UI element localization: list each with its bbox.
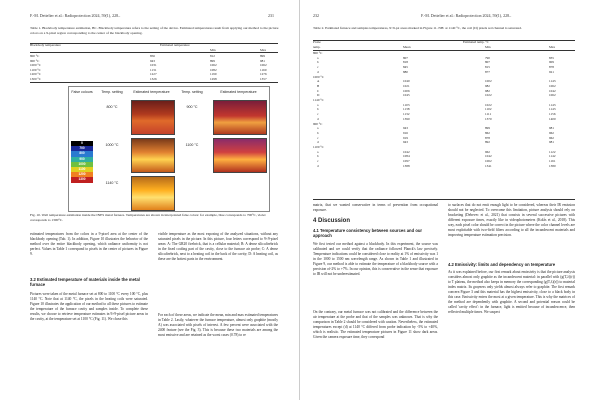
paragraph: visible temperature as the most exposing of the analyzed situations, without any saturated pixels in the picture. In this picture, four letters correspond to 9×9-pixel areas: A: The GR20 firebrick, that is a cellular material; B: A dense silicafirebrick in the fixed cooling part of the cavity, close to the furnace air probe; C: A dense silicafirebrick, next to a heating coil in the back of the cavity; D: A heating coil, as these are the hottest parts in the environment. [158,232,278,261]
thermal-image-1140 [131,176,175,211]
table-cell: 1062 [485,159,492,164]
table-cell: 899 [210,58,215,63]
table-row-label: b [317,130,319,135]
table-cell: 1022 [485,93,492,98]
table-cell: 1380 [549,163,556,168]
table-cell: 1132 [403,112,410,117]
legend-entry: 1300 [71,177,93,182]
fig-col-header: Temp. setting [181,90,203,94]
table-group-label: 800 °C [313,51,323,55]
table-cell: 845 [403,65,408,70]
table-cell: 916 [403,130,408,135]
table-row-label: d [317,163,319,168]
table-row-label: c [317,135,319,140]
table-row-label: 1200 °C [30,72,41,77]
running-header: F.-M. Dettelier et al.: Radioprotection 2024, 59(1), 228– [421,13,512,18]
table-row-label: b [317,154,319,159]
table-cell: 1084 [403,154,410,159]
table-rule [30,82,278,83]
table-cell: 943 [403,126,408,131]
table2-sub-header: temp. [313,45,321,49]
table-cell: 877 [485,69,490,74]
legend-entry: 700 [71,146,93,151]
table-cell: 1138 [403,107,410,112]
table-cell: 962 [485,149,490,154]
table-cell: 919 [403,135,408,140]
table-cell: 1156 [549,112,556,117]
table-row-label: 800 °C [30,54,40,58]
paragraph: Pictures were taken of the metal furnace set at 800 to 1100 °C every 100 °C, plus 1140 °C. Note that at 1140 °C, the pixels in the heating coils were saturated. Figure 10 illustrates the application of our method to all these pictures to estimate the temperature of the furnace cavity and samples inside. To complete these results, we choose to retrieve temperature estimates in 9×9-pixel picture areas in the cavity, at the temperature set at 1100 °C (Fig. 11). We chose this [30,292,148,321]
table-cell: 899 [485,126,490,131]
table-cell: 1357 [260,77,267,81]
table-cell: 807 [485,60,490,65]
table2-sub-header: Mean [403,45,411,49]
table-cell: 1370 [485,116,492,121]
table-cell: 921 [549,69,554,74]
thermal-image-1100 [213,138,267,173]
table-group-label: 1100 °C [313,145,324,149]
table-row-label: d [317,116,319,121]
table-cell: 807 [403,55,408,60]
table1-caption: Table 1. Blackbody temperature estimation, BC. Blackbody temperature refers to the setting of the device. Estimated temperatures result from applying our method to the picture colors on a 9-pixel region corresponding to the center of the blackbody opening. [30,26,279,35]
table-cell: 1097 [403,159,410,164]
table-cell: 1190 [210,72,217,77]
thermal-image-800 [131,100,175,135]
table-cell: 1006 [403,88,410,93]
table-cell: 1040 [403,79,410,84]
table-row-label: 1300 °C [30,77,41,81]
table-cell: 878 [549,65,554,70]
paragraph: On the contrary, our metal furnace was not calibrated and the difference between the air temperature at the probe and that of the samples was unknown. That is why the comparison in Table 2 should be considered with caution. Nevertheless, the estimated temperatures except (d) at 1140 °C differed from probe indication by -5% to +40%, which is realistic. The estimated temperature pictures in Figure 11 show dark areas. Given the camera exposure time, they correspond [313,310,438,339]
table1-col-header-1: Blackbody temperature [30,43,61,47]
figure10-caption: Fig. 10. Wall temperature estimation inside the INES metal furnace. Temperatures are shown in interpolated false colors: for example, blue corresponds to 700°C, violet corresponds to 1300°C. [30,213,266,222]
table-row-label: B [317,83,320,88]
table2-sub-header: Min [485,45,491,49]
paragraph: As it was explained before, our first remark about emissivity is that the picture analysis considers almost only graphite as the incandescent material: in parallel with (g(T,λ)(r)) to T plateau, the method also keeps in memory the corresponding (g(T,λ)(r)) to material index matrix. Its grayness only yields almost always refer to graphite. The first remark concern Figure 3 and this material has the highest emissivity, close to a black body in this case. Emissivity enters the most at a given temperature. This is why the matrices of the method are dependently with graphite. A second and potential reason could be called 'cavity effect': in the furnace, light is emitted because of incandescence, then reflected multiple times. We suspect [448,270,575,314]
table-rule [313,199,575,200]
fig-temp-label: 800 °C [106,105,118,109]
table-row-label: c [317,65,319,70]
table-cell: 1161 [549,159,556,164]
table-cell: 1031 [150,63,157,68]
table-cell: 818 [403,60,408,65]
section-heading: 4 Discussion [313,218,351,224]
table-cell: 1388 [403,163,410,168]
table-cell: 981 [549,126,554,131]
table-cell: 1111 [485,112,492,117]
table-row-label: a [317,126,319,131]
table-cell: 981 [549,140,554,145]
section-heading: 4.2 Emissivity: limits and dependency on temperature [448,262,556,267]
table-row-label: c [317,159,319,164]
table-cell: 1142 [549,154,556,159]
legend-entry: 800 [71,151,93,156]
table-cell: 1042 [549,88,556,93]
table-cell: 1082 [210,67,217,72]
fig-col-header: False colours [71,90,93,94]
table-row-label: 1000 °C [30,63,41,68]
table-row-label: 900 °C [30,58,40,63]
table-row-label: A [317,79,320,84]
fig-temp-label: 900 °C [186,105,198,109]
table-cell: 1103 [403,102,410,107]
fig-col-header: Temp. setting [101,90,123,94]
table1-col-header-2: Estimated temperature [160,43,190,47]
paragraph: For each of these areas, we indicate the mean, min and max estimated temperatures in Table 2. Lastly, whatever the furnace temperature, almost only graphite (mostly A) was associated with pixels of interest. A few percent were associated with the 2400 feature (see the Fig. 3). This is because these two materials are among the most emissive and are retained as the worst cases (0.78) to re [158,313,278,337]
table-cell: 1062 [210,63,217,68]
table-cell: 1022 [485,102,492,107]
table2-caption: Table 2. Estimated furnace and samples temperatures, 9×9-px areas marked in Figure 11. NB: at 1140 °C, the coil (D) pixels red channel is saturated. [313,26,522,30]
table-cell: 892 [485,140,490,145]
table-cell: 1143 [549,102,556,107]
table1-sub-header: Min [210,48,216,52]
table-cell: 1062 [260,63,267,68]
legend-entry: 900 [71,157,93,162]
page-number: 231 [268,13,274,18]
paragraph: estimated temperatures from the colors in a 9-pixel area at the center of the blackbody opening (Tab. 1). In addition, Figure 10 illustrates the behavior of the method over the entire blackbody opening, which radiance uniformity is not perfect. Values in Table 1 correspond to pixels in the center of pictures in Figure 9. [30,232,148,256]
table-cell: 982 [485,88,490,93]
fig-temp-label: 1140 °C [105,181,119,185]
paragraph: to surfaces that do not emit enough light to be considered, whereas their IR emission should not be neglected. To overcome this limitation, picture analysis should rely on bracketing (Debevec et al., 2021) that consists in several successive pictures with different exposure times, exactly like in videophotometers (Kolås et al., 2018). This way, each pixel color should be correct in the picture where the color channel levels are most exploitable with two-field filters according to all the incandescent materials and improving temperature estimation precision. [448,203,575,237]
table-cell: 790 [485,55,490,60]
table-cell: 1045 [403,93,410,98]
table-row-label: d [317,69,319,74]
table-row-label: a [317,149,319,154]
table-row-label: D [317,93,320,98]
table-cell: 1002 [485,79,492,84]
table-row-label: b [317,60,319,65]
table-cell: 1021 [403,83,410,88]
legend-entry: 1200 [71,172,93,177]
table-rule [313,50,575,51]
legend-entry: 1100 [71,167,93,172]
table-rule [30,52,278,53]
table-cell: 812 [210,54,215,58]
table-cell: 1143 [549,107,556,112]
thermal-image-900 [213,100,267,135]
table1-sub-header: Max [260,48,267,52]
table-cell: 1276 [260,72,267,77]
table-cell: 1062 [549,93,556,98]
fig-temp-label: 1100 °C [185,143,199,147]
table-row-label: a [317,102,319,107]
table2-col-header: Probe [313,40,321,44]
table2-col-header: Estimated temp. °C [463,40,489,44]
right-page [301,0,600,400]
table-cell: 943 [403,140,408,145]
table-cell: 943 [150,58,155,63]
figure-10 [68,86,270,212]
table-group-label: 1000 °C [313,74,324,79]
running-header: F.-M. Dettelier et al.: Radioprotection 2024, 59(1), 228– [30,13,121,18]
table-cell: 1227 [150,72,157,77]
table-cell: 962 [549,135,554,140]
table-row-label: C [317,88,320,93]
table-cell: 909 [549,60,554,65]
fig-col-header: Estimated temperature [220,90,257,94]
table-group-label: 900 °C [313,121,323,126]
table-cell: 1341 [485,163,492,168]
paragraph: matrix, that we wanted conservative in terms of prevention from occupational exposure. [313,203,438,212]
table-cell: 962 [549,130,554,135]
table-cell: 1400 [549,116,556,121]
table-cell: 1143 [549,79,556,84]
table-cell: 1062 [549,83,556,88]
table-cell: 1042 [403,149,410,154]
legend-entry: 1000 [71,162,93,167]
table-row-label: c [317,112,319,117]
table-cell: 981 [260,58,265,63]
table-cell: 982 [485,83,490,88]
table-cell: 1298 [210,77,217,81]
table-cell: 1131 [150,67,157,72]
table-cell: 856 [150,54,155,58]
table-cell: 1102 [485,107,492,112]
section-heading: 4.1 Temperature consistency between sources and our approach [313,228,423,238]
fig-temp-label: 1000 °C [105,143,119,147]
table-group-label: 1140 °C [313,98,324,102]
table-row-label: a [317,55,319,60]
legend-entry: 0 [71,141,93,146]
table-row-label: d [317,140,319,145]
table-cell: 1326 [150,77,157,81]
table2-sub-header: Max [549,45,556,49]
table-row-label: 1100 °C [30,67,41,72]
table-cell: 815 [485,65,490,70]
paragraph: We first tested our method against a blackbody. In this experiment, the source was calibrated and we could verify that the radiance followed Planck's law precisely. Temperature indications could be considered close to reality at 1% of emissivity was 1 in the 1000 to 1500 nm wavelength range. As shown in Table 1 and illustrated in Figure 9, our method is able to estimate the temperature of a blackbody source with a precision of-2% to +7%. In our opinion, this is conservative in the sense that exposure to IR will not be underestimated. [313,242,438,276]
table-cell: 1390 [403,116,410,121]
table2 [313,40,575,200]
table-cell: 1042 [485,154,492,159]
fig-col-header: Estimated temperature [133,90,170,94]
table-cell: 835 [549,55,554,60]
table-cell: 1122 [549,149,556,154]
table-cell: 1160 [260,67,267,72]
table-cell: 899 [260,54,265,58]
table-cell: 878 [485,135,490,140]
thermal-image-1000 [131,138,175,173]
table-cell: 862 [485,130,490,135]
section-heading: 3.2 Estimated temperature of materials inside the metal furnace [30,277,140,287]
table-cell: 880 [403,69,408,74]
table-row-label: b [317,107,319,112]
page-number: 232 [313,13,319,18]
